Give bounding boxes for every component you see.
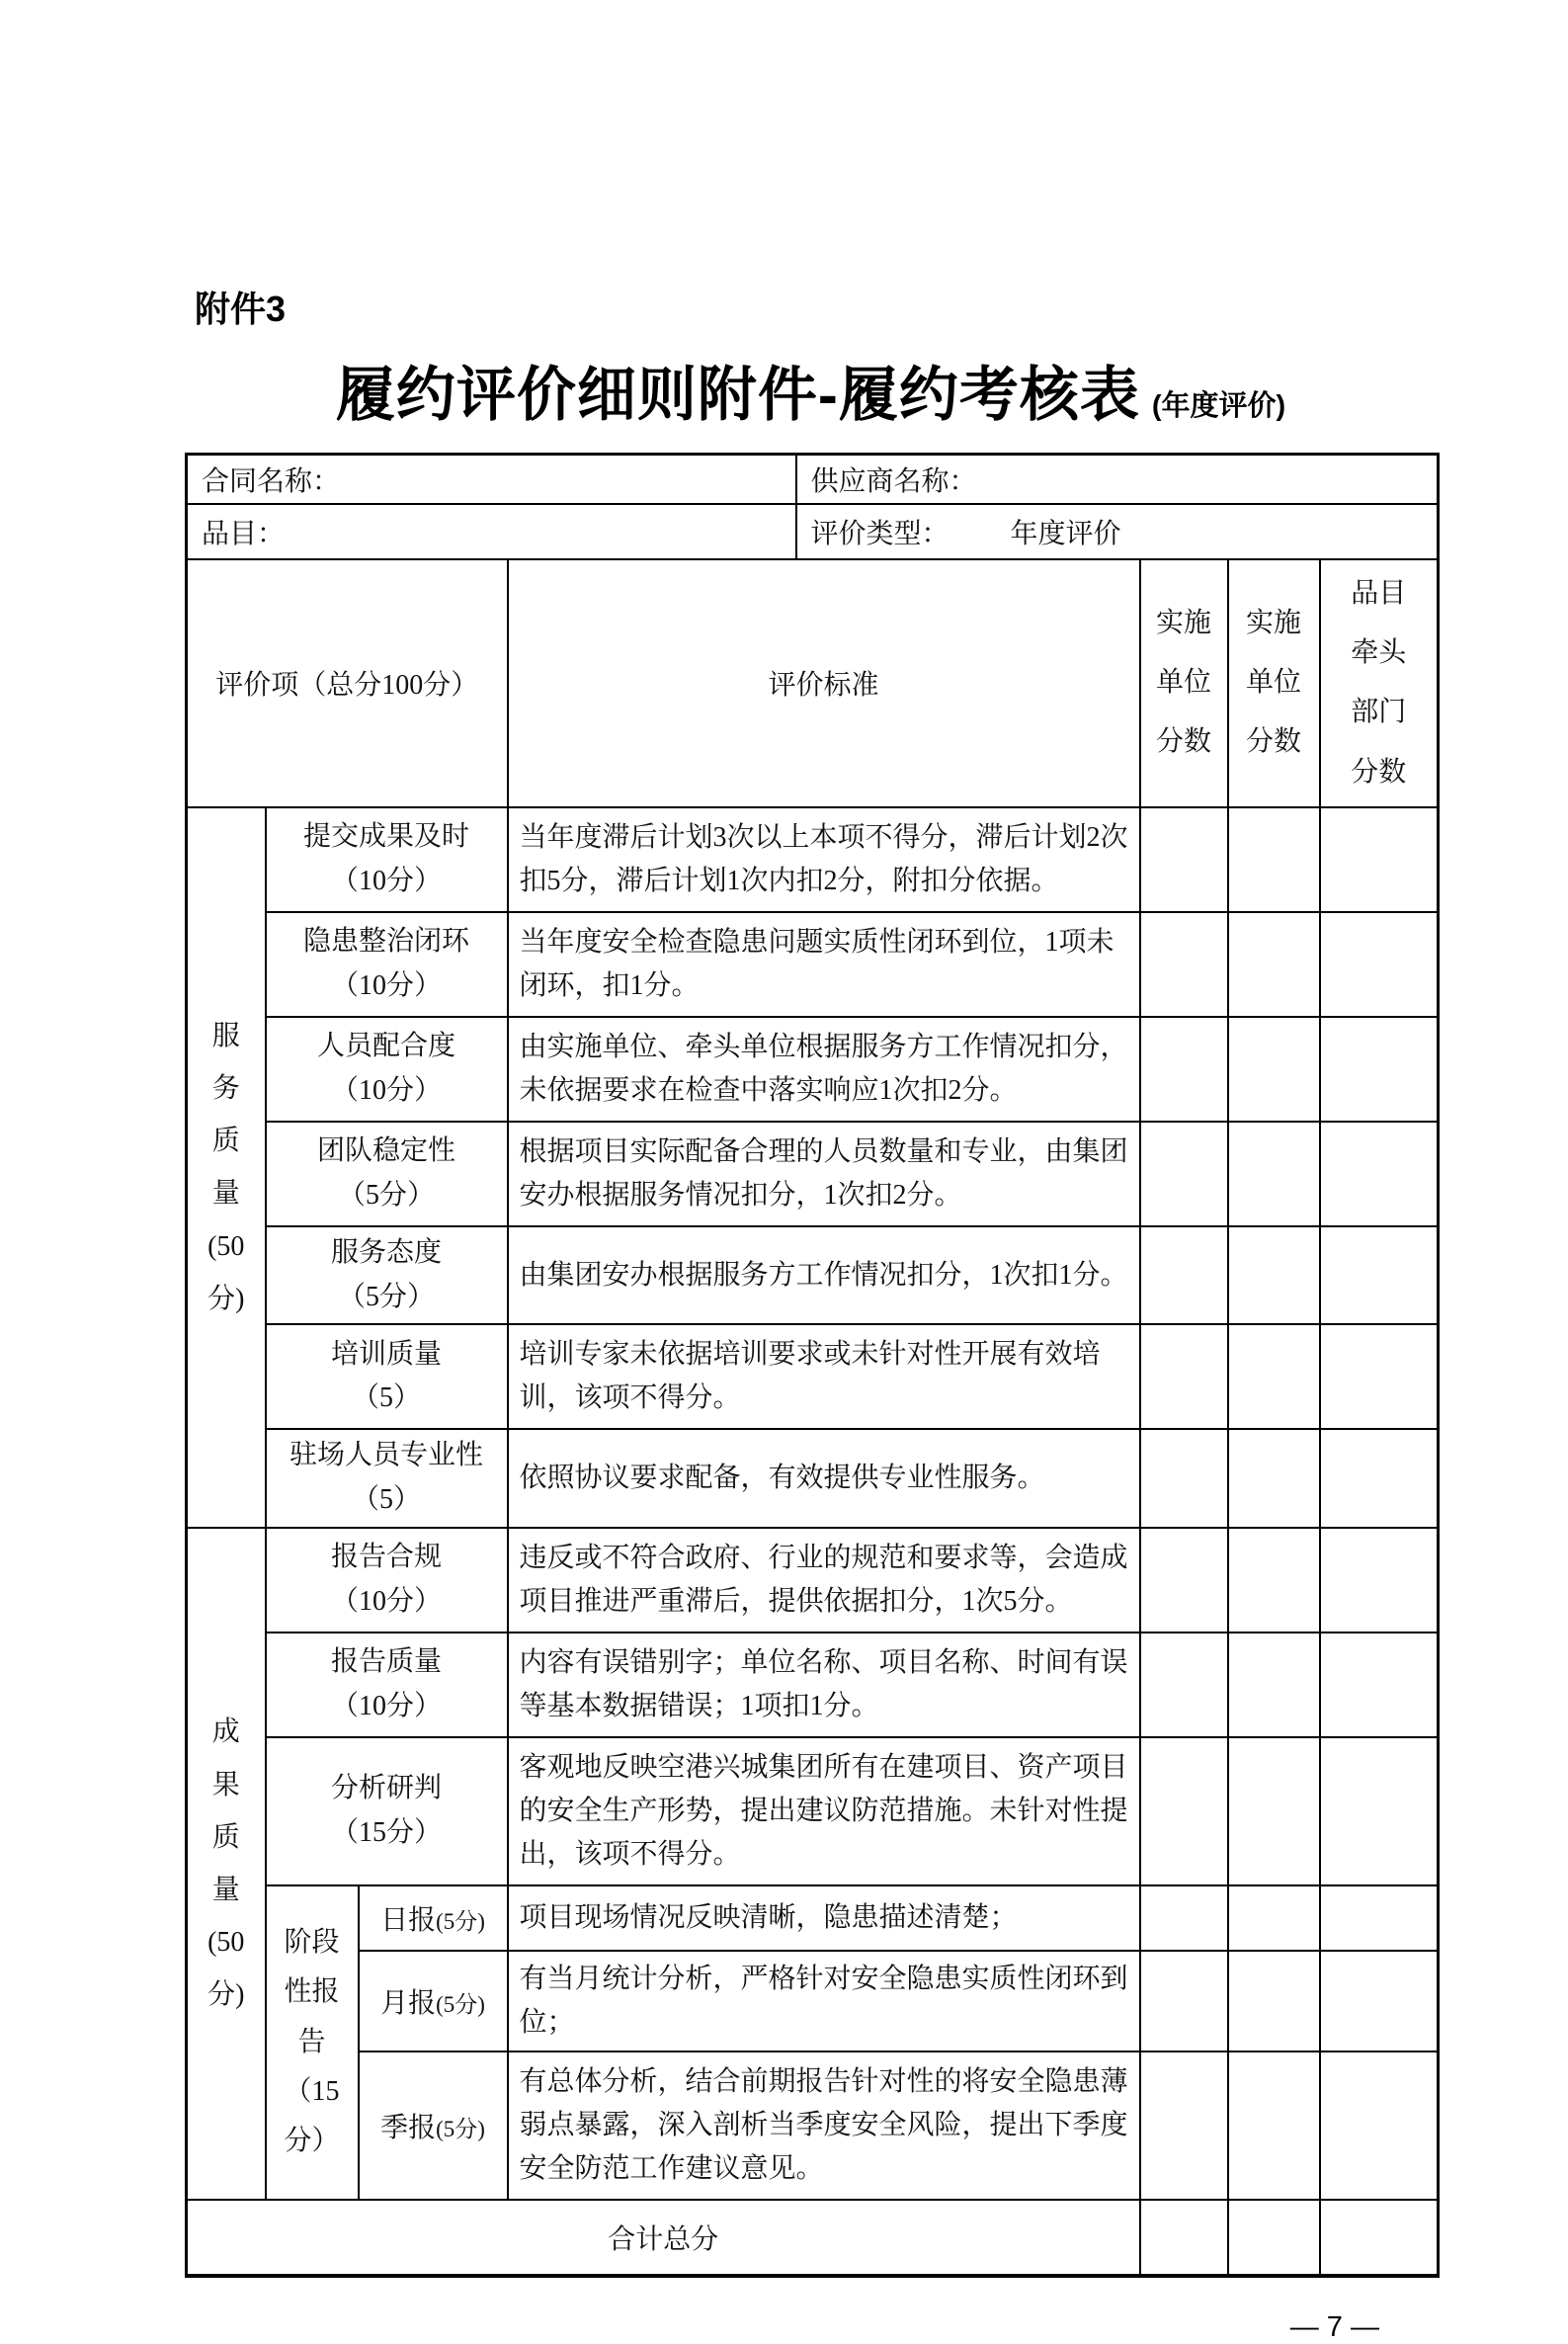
item-name: 团队稳定性	[316, 1134, 455, 1166]
criteria-cell: 项目现场情况反映清晰，隐患描述清楚；	[508, 1885, 1140, 1951]
criteria-cell: 客观地反映空港兴城集团所有在建项目、资产项目的安全生产形势，提出建议防范措施。未针对性提出，该项不得分。	[508, 1737, 1140, 1885]
score-cell-impl-2	[1228, 1632, 1320, 1737]
score-cell-impl-1	[1140, 1951, 1228, 2051]
score-cell-lead	[1320, 1017, 1439, 1122]
criteria-cell: 根据项目实际配备合理的人员数量和专业，由集团安办根据服务情况扣分，1次扣2分。	[508, 1122, 1140, 1226]
item-cell	[266, 1122, 508, 1226]
item-name: 分析研判	[330, 1773, 442, 1804]
col-header-score-impl-2: 实施单位分数	[1228, 559, 1320, 807]
score-cell-impl-2	[1228, 1528, 1320, 1632]
score-cell-impl-1	[1140, 1324, 1228, 1429]
item-name: 日报	[380, 1904, 437, 1936]
score-cell-lead	[1320, 1632, 1439, 1737]
score-cell-impl-1	[1140, 1632, 1228, 1737]
score-cell-impl-1	[1140, 1226, 1228, 1325]
title-line	[185, 348, 1437, 433]
item-score: (5分)	[436, 1908, 485, 1934]
table-row	[187, 1885, 1439, 1951]
score-cell-lead	[1320, 1528, 1439, 1632]
score-cell-impl-2	[1228, 1017, 1320, 1122]
score-cell-impl-1	[1140, 912, 1228, 1017]
item-score: （5分）	[337, 1281, 435, 1312]
item-name: 季报	[380, 2112, 437, 2143]
criteria-cell: 当年度安全检查隐患问题实质性闭环到位，1项未闭环，扣1分。	[508, 912, 1140, 1017]
score-cell-impl-1	[1140, 807, 1228, 912]
staged-report-label-cell: 阶段性报告（15分）	[266, 1885, 359, 2200]
score-cell-impl-1	[1140, 1885, 1228, 1951]
item-category-label: 品目：	[202, 519, 286, 549]
item-cell	[266, 912, 508, 1017]
attachment-label: 附件3	[195, 289, 287, 329]
item-name: 驻场人员专业性	[289, 1440, 483, 1471]
item-cell	[266, 807, 508, 912]
total-score-cell-impl-1	[1140, 2200, 1228, 2276]
item-score: （15分）	[330, 1816, 442, 1848]
item-score: （5）	[351, 1484, 421, 1516]
col-header-score-lead-dept: 品目牵头部门分数	[1320, 559, 1439, 807]
item-score: （10分）	[330, 1690, 442, 1721]
item-score: （10分）	[330, 865, 442, 896]
supplier-name-label: 供应商名称：	[810, 466, 977, 497]
item-score: （5）	[351, 1382, 421, 1414]
score-cell-lead	[1320, 1324, 1439, 1429]
table-header-row	[187, 559, 1439, 807]
item-name: 提交成果及时	[302, 820, 469, 852]
col-header-score-impl-1: 实施单位分数	[1140, 559, 1228, 807]
item-name: 报告质量	[330, 1646, 442, 1678]
page-title-suffix: (年度评价)	[1151, 390, 1286, 422]
table-row	[187, 2051, 1439, 2200]
item-cell	[266, 1632, 508, 1737]
table-row	[187, 1528, 1439, 1632]
total-score-label: 合计总分	[187, 2200, 1140, 2276]
eval-type-cell	[796, 504, 1439, 559]
score-cell-impl-2	[1228, 2051, 1320, 2200]
criteria-cell: 培训专家未依据培训要求或未针对性开展有效培训，该项不得分。	[508, 1324, 1140, 1429]
table-row	[187, 1324, 1439, 1429]
score-cell-impl-2	[1228, 912, 1320, 1017]
score-cell-impl-2	[1228, 1429, 1320, 1528]
item-cell	[266, 1017, 508, 1122]
criteria-cell: 内容有误错别字；单位名称、项目名称、时间有误等基本数据错误；1项扣1分。	[508, 1632, 1140, 1737]
item-name: 培训质量	[330, 1338, 442, 1370]
page-number: — 7 —	[1289, 2310, 1379, 2343]
table-row	[187, 1737, 1439, 1885]
score-cell-lead	[1320, 2051, 1439, 2200]
score-cell-impl-1	[1140, 2051, 1228, 2200]
score-cell-lead	[1320, 1737, 1439, 1885]
category-cell-service-quality: 服务质量(50分)	[187, 807, 266, 1528]
table-row	[187, 455, 1439, 505]
item-cell	[266, 1226, 508, 1325]
criteria-cell: 有当月统计分析，严格针对安全隐患实质性闭环到位；	[508, 1951, 1140, 2051]
criteria-cell: 由集团安办根据服务方工作情况扣分，1次扣1分。	[508, 1226, 1140, 1325]
table-row	[187, 1122, 1439, 1226]
item-score: (5分)	[436, 1991, 485, 2017]
table-row	[187, 807, 1439, 912]
table-row	[187, 1632, 1439, 1737]
criteria-cell: 违反或不符合政府、行业的规范和要求等，会造成项目推进严重滞后，提供依据扣分，1次5分。	[508, 1528, 1140, 1632]
item-name: 月报	[380, 1987, 437, 2019]
item-name: 隐患整治闭环	[302, 925, 469, 957]
table-row	[187, 1951, 1439, 2051]
total-row	[187, 2200, 1439, 2276]
item-name: 报告合规	[330, 1542, 442, 1573]
score-cell-impl-1	[1140, 1429, 1228, 1528]
contract-name-cell	[187, 455, 796, 505]
score-cell-lead	[1320, 912, 1439, 1017]
score-cell-impl-2	[1228, 1324, 1320, 1429]
table-row	[187, 504, 1439, 559]
total-score-cell-lead	[1320, 2200, 1439, 2276]
score-cell-impl-1	[1140, 1017, 1228, 1122]
score-cell-impl-1	[1140, 1737, 1228, 1885]
score-cell-impl-2	[1228, 1885, 1320, 1951]
item-score: (5分)	[436, 2116, 485, 2141]
score-cell-impl-1	[1140, 1122, 1228, 1226]
criteria-cell: 依照协议要求配备，有效提供专业性服务。	[508, 1429, 1140, 1528]
table-row	[187, 912, 1439, 1017]
total-score-cell-impl-2	[1228, 2200, 1320, 2276]
item-score: （5分）	[337, 1179, 435, 1211]
score-cell-lead	[1320, 1951, 1439, 2051]
item-score: （10分）	[330, 969, 442, 1001]
eval-type-value: 年度评价	[1010, 519, 1121, 549]
col-header-criteria: 评价标准	[508, 559, 1140, 807]
item-cell	[266, 1528, 508, 1632]
score-cell-lead	[1320, 1226, 1439, 1325]
item-cell	[266, 1429, 508, 1528]
eval-type-label: 评价类型：	[810, 519, 949, 549]
table-row	[187, 1429, 1439, 1528]
evaluation-table	[185, 453, 1440, 2278]
item-cell	[359, 1885, 508, 1951]
category-cell-result-quality: 成果质量(50分)	[187, 1528, 266, 2200]
score-cell-lead	[1320, 1429, 1439, 1528]
criteria-cell: 有总体分析，结合前期报告针对性的将安全隐患薄弱点暴露，深入剖析当季度安全风险，提出下季度安全防范工作建议意见。	[508, 2051, 1140, 2200]
page-title: 履约评价细则附件-履约考核表	[335, 362, 1140, 428]
score-cell-impl-2	[1228, 1737, 1320, 1885]
supplier-name-cell	[796, 455, 1439, 505]
score-cell-impl-2	[1228, 1951, 1320, 2051]
table-row	[187, 1017, 1439, 1122]
item-cell	[359, 1951, 508, 2051]
score-cell-impl-2	[1228, 1226, 1320, 1325]
item-cell	[266, 1737, 508, 1885]
table-row	[187, 1226, 1439, 1325]
item-name: 服务态度	[330, 1236, 442, 1268]
score-cell-lead	[1320, 807, 1439, 912]
item-category-cell	[187, 504, 796, 559]
score-cell-impl-2	[1228, 807, 1320, 912]
score-cell-lead	[1320, 1885, 1439, 1951]
col-header-eval-item: 评价项（总分100分）	[187, 559, 508, 807]
criteria-cell: 当年度滞后计划3次以上本项不得分，滞后计划2次扣5分，滞后计划1次内扣2分，附扣分依据。	[508, 807, 1140, 912]
item-cell	[266, 1324, 508, 1429]
criteria-cell: 由实施单位、牵头单位根据服务方工作情况扣分，未依据要求在检查中落实响应1次扣2分。	[508, 1017, 1140, 1122]
item-score: （10分）	[330, 1585, 442, 1617]
item-score: （10分）	[330, 1074, 442, 1106]
contract-name-label: 合同名称：	[202, 466, 341, 497]
score-cell-impl-2	[1228, 1122, 1320, 1226]
item-cell	[359, 2051, 508, 2200]
score-cell-lead	[1320, 1122, 1439, 1226]
score-cell-impl-1	[1140, 1528, 1228, 1632]
item-name: 人员配合度	[316, 1030, 455, 1061]
